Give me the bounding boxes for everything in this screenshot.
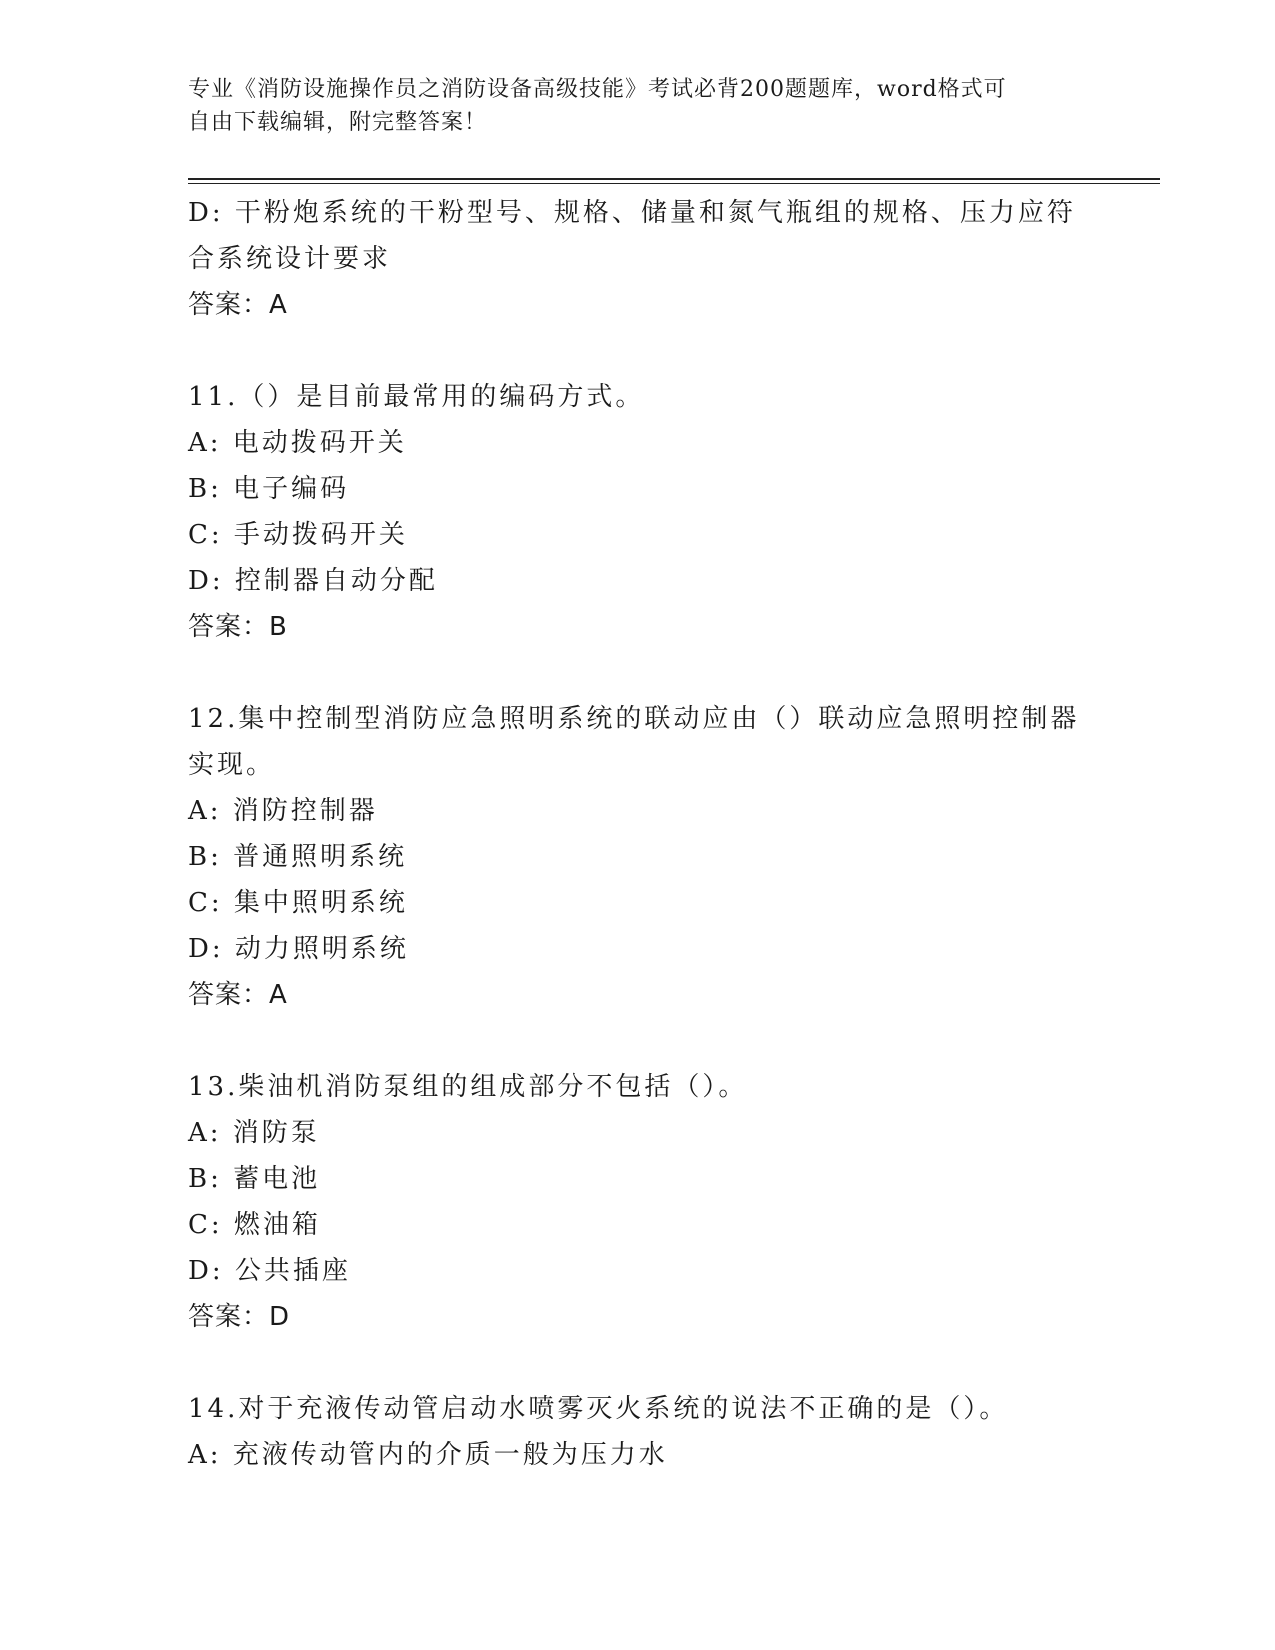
question-stem: 12.集中控制型消防应急照明系统的联动应由（）联动应急照明控制器: [188, 704, 1080, 734]
question-14: [188, 1386, 1088, 1478]
question-13: [188, 1064, 1088, 1340]
option-d: D: 干粉炮系统的干粉型号、规格、储量和氮气瓶组的规格、压力应符: [188, 198, 1076, 228]
question-stem: 14.对于充液传动管启动水喷雾灭火系统的说法不正确的是（）。: [188, 1394, 1009, 1424]
answer-line: 答案：B: [188, 612, 288, 642]
question-list: [188, 190, 1088, 1478]
answer-line: 答案：A: [188, 980, 288, 1010]
option-c: C: 燃油箱: [188, 1210, 321, 1240]
option-b: B: 蓄电池: [188, 1164, 321, 1194]
option-a: A: 消防泵: [188, 1118, 320, 1148]
option-b: B: 电子编码: [188, 474, 350, 504]
question-12: [188, 696, 1088, 1018]
option-a: A: 消防控制器: [188, 796, 378, 826]
header-rule-thin: [188, 183, 1160, 184]
option-d: D: 动力照明系统: [188, 934, 409, 964]
header-line-2: 自由下载编辑，附完整答案！: [188, 110, 488, 135]
option-a: A: 电动拨码开关: [188, 428, 407, 458]
spacer: [188, 650, 1088, 696]
continuation-block: [188, 190, 1088, 328]
option-a: A: 充液传动管内的介质一般为压力水: [188, 1440, 668, 1470]
spacer: [188, 1018, 1088, 1064]
option-c: C: 集中照明系统: [188, 888, 408, 918]
option-d-continued: 合系统设计要求: [188, 244, 392, 274]
option-d: D: 控制器自动分配: [188, 566, 438, 596]
answer-line: 答案：D: [188, 1302, 291, 1332]
answer-line: 答案：A: [188, 290, 288, 320]
option-d: D: 公共插座: [188, 1256, 351, 1286]
option-c: C: 手动拨码开关: [188, 520, 408, 550]
header-line-1: 专业《消防设施操作员之消防设备高级技能》考试必背200题题库，word格式可: [188, 77, 1007, 102]
header-rule-thick: [188, 178, 1160, 180]
question-11: [188, 374, 1088, 650]
question-stem: 13.柴油机消防泵组的组成部分不包括（）。: [188, 1072, 748, 1102]
document-header: [188, 73, 1088, 139]
question-stem-continued: 实现。: [188, 750, 276, 780]
spacer: [188, 328, 1088, 374]
question-stem: 11.（）是目前最常用的编码方式。: [188, 382, 645, 412]
spacer: [188, 1340, 1088, 1386]
option-b: B: 普通照明系统: [188, 842, 408, 872]
